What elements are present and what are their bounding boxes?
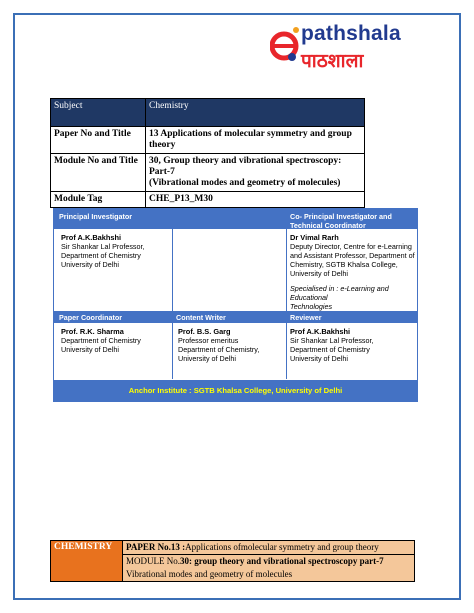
reviewer-line: Sir Shankar Lal Professor, <box>290 336 374 345</box>
module-value-line2: (Vibrational modes and geometry of molecules) <box>149 178 341 188</box>
coordinator-line: University of Delhi <box>61 345 119 354</box>
pi-line: Department of Chemistry <box>61 251 141 260</box>
epathshala-logo <box>270 20 430 76</box>
copi-specialised: Specialised in : e-Learning and Educational <box>290 284 389 302</box>
copi-header: Co- Principal Investigator and Technical Coordinator <box>290 212 392 230</box>
footer-table <box>50 540 415 582</box>
reviewer-line: Department of Chemistry <box>290 345 370 354</box>
credits-header-row-1 <box>54 209 417 229</box>
writer-header: Content Writer <box>176 313 226 322</box>
module-key: Module No and Title <box>51 154 146 192</box>
writer-block <box>178 327 283 363</box>
pi-block <box>61 233 169 269</box>
pi-header: Principal Investigator <box>59 212 133 221</box>
module-row <box>51 154 365 192</box>
reviewer-name: Prof A.K.Bakhshi <box>290 327 351 336</box>
copi-line: and Assistant Professor, Department of <box>290 251 415 260</box>
subject-table <box>50 98 365 208</box>
footer-row-paper <box>51 541 415 555</box>
module-value-line1: 30, Group theory and vibrational spectroscopy: Part-7 <box>149 156 342 177</box>
paper-row <box>51 127 365 154</box>
copi-line: Deputy Director, Centre for e-Learning <box>290 242 412 251</box>
copi-line: University of Delhi <box>290 269 348 278</box>
copi-specialised: Technologies <box>290 302 333 311</box>
credits-header-row-2 <box>54 311 417 323</box>
writer-line: Professor emeritus <box>178 336 239 345</box>
credits-row-2 <box>54 323 417 379</box>
pi-name: Prof A.K.Bakhshi <box>61 233 122 242</box>
coordinator-line: Department of Chemistry <box>61 336 141 345</box>
footer-paper <box>123 541 415 555</box>
anchor-institute: Anchor Institute : SGTB Khalsa College, University of Delhi <box>128 386 343 395</box>
tag-key: Module Tag <box>51 192 146 208</box>
coordinator-block <box>61 327 169 354</box>
footer-subject: CHEMISTRY <box>51 541 123 582</box>
footer-module-prefix: MODULE No. <box>126 556 180 566</box>
pi-line: Sir Shankar Lal Professor, <box>61 242 145 251</box>
writer-name: Prof. B.S. Garg <box>178 327 231 336</box>
reviewer-line: University of Delhi <box>290 354 348 363</box>
coordinator-header: Paper Coordinator <box>59 313 123 322</box>
writer-line: Department of Chemistry, <box>178 345 260 354</box>
footer-module-sub: Vibrational modes and geometry of molecules <box>123 568 415 582</box>
subject-row <box>51 99 365 127</box>
tag-value: CHE_P13_M30 <box>146 192 365 208</box>
logo-brand-text: pathshala <box>301 22 401 45</box>
copi-block <box>290 233 418 311</box>
pi-line: University of Delhi <box>61 260 119 269</box>
copi-name: Dr Vimal Rarh <box>290 233 339 242</box>
anchor-row <box>54 379 417 401</box>
logo-brand-hindi: पाठशाला <box>301 50 364 72</box>
footer-module <box>123 555 415 569</box>
e-logo-icon <box>270 24 300 64</box>
reviewer-block <box>290 327 418 363</box>
subject-value: Chemistry <box>146 99 365 127</box>
credits-table <box>53 208 418 402</box>
copi-line: Chemistry, SGTB Khalsa College, <box>290 260 398 269</box>
footer-paper-prefix: PAPER No.13 : <box>126 542 186 552</box>
writer-line: University of Delhi <box>178 354 236 363</box>
module-value <box>146 154 365 192</box>
subject-key: Subject <box>51 99 146 127</box>
paper-value: 13 Applications of molecular symmetry and group theory <box>146 127 365 154</box>
footer-paper-title: Applications ofmolecular symmetry and group theory <box>185 542 379 552</box>
tag-row <box>51 192 365 208</box>
paper-key: Paper No and Title <box>51 127 146 154</box>
coordinator-name: Prof. R.K. Sharma <box>61 327 124 336</box>
credits-row-1 <box>54 229 417 311</box>
footer-module-title: 30: group theory and vibrational spectroscopy part-7 <box>180 556 384 566</box>
reviewer-header: Reviewer <box>290 313 322 322</box>
